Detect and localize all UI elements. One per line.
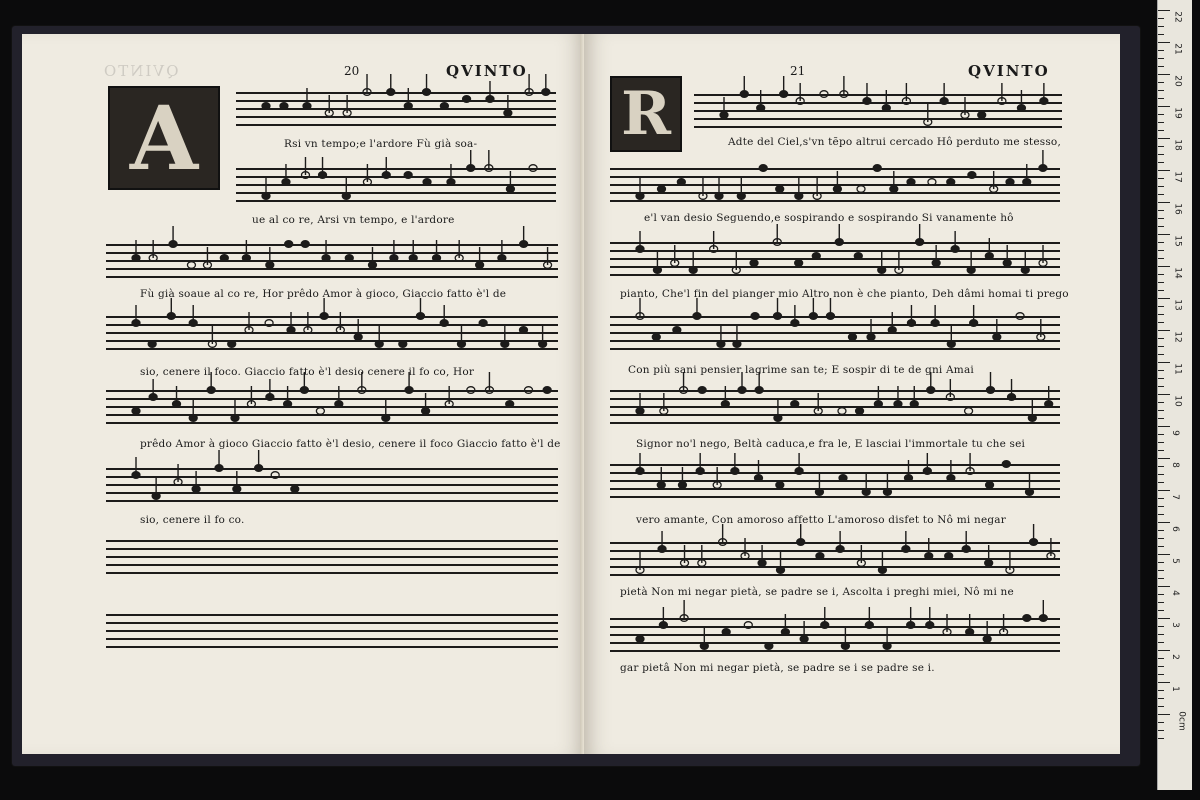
ruler-minor-tick: [1158, 322, 1164, 323]
ruler-minor-tick: [1158, 610, 1164, 611]
ruler-number: 2: [1169, 654, 1180, 660]
note-head: [345, 255, 353, 262]
note-head: [1016, 313, 1024, 320]
note-head: [187, 262, 195, 269]
note-head: [873, 165, 881, 172]
ruler-minor-tick: [1158, 346, 1164, 347]
ruler-number: 8: [1169, 462, 1180, 468]
page-header-right: QVINTO: [968, 62, 1050, 80]
ruler-minor-tick: [1158, 626, 1164, 627]
ruler-minor-tick: [1158, 602, 1164, 603]
ruler-tick: [1158, 394, 1170, 395]
initial-letter: A: [129, 86, 199, 190]
ruler-number: 7: [1169, 494, 1180, 500]
ruler-minor-tick: [1158, 578, 1164, 579]
ruler-minor-tick: [1158, 666, 1164, 667]
ruler-minor-tick: [1158, 34, 1164, 35]
ruler-minor-tick: [1158, 386, 1164, 387]
ruler-minor-tick: [1158, 562, 1164, 563]
measurement-ruler: [1157, 0, 1192, 790]
note-head: [820, 91, 828, 98]
lyric-line-r1: Adte del Ciel,s'vn tẽpo altrui cercado Hô perduto me stesso,: [728, 136, 1061, 148]
ruler-minor-tick: [1158, 82, 1164, 83]
note-head: [1023, 615, 1031, 622]
note-head: [506, 401, 514, 408]
lyric-line-r3: pianto, Che'l fin del pianger mio Altro non è che pianto, Deh dâmi homai ti prego: [620, 288, 1069, 300]
ruler-minor-tick: [1158, 730, 1164, 731]
ruler-number: 14: [1172, 267, 1183, 279]
lyric-line-r4: Con più sani pensier lagrime san te; E sospir di te de gni Amai: [628, 364, 974, 376]
note-head: [525, 387, 533, 394]
ruler-minor-tick: [1158, 50, 1164, 51]
ruler-minor-tick: [1158, 538, 1164, 539]
note-head: [928, 179, 936, 186]
ruler-number: 5: [1169, 558, 1180, 564]
lyric-line-2: ue al co re, Arsi vn tempo, e l'ardore: [252, 214, 455, 226]
note-head: [857, 186, 865, 193]
note-head: [791, 401, 799, 408]
note-head: [776, 186, 784, 193]
note-head: [751, 313, 759, 320]
ruler-tick: [1158, 10, 1170, 11]
ruler-minor-tick: [1158, 706, 1164, 707]
ruler-minor-tick: [1158, 226, 1164, 227]
ruler-tick: [1158, 426, 1170, 427]
initial-letter-r: R: [621, 79, 671, 149]
note-head: [220, 255, 228, 262]
ruler-tick: [1158, 586, 1170, 587]
note-head: [776, 482, 784, 489]
ruler-minor-tick: [1158, 466, 1164, 467]
ruler-minor-tick: [1158, 130, 1164, 131]
ruler-number: 20: [1172, 75, 1183, 87]
lyric-line-6: sio, cenere il fo co.: [140, 514, 245, 526]
right-page: [584, 34, 1120, 754]
ruler-number: 9: [1169, 430, 1180, 436]
ruler-minor-tick: [1158, 218, 1164, 219]
ruler-minor-tick: [1158, 370, 1164, 371]
note-head: [750, 260, 758, 267]
notes-left: [22, 34, 584, 754]
ruler-minor-tick: [1158, 290, 1164, 291]
ruler-minor-tick: [1158, 634, 1164, 635]
lyric-line-3: Fù già soaue al co re, Hor prêdo Amor à gioco, Giaccio fatto è'l de: [140, 288, 507, 300]
note-head: [795, 260, 803, 267]
note-head: [265, 320, 273, 327]
ruler-minor-tick: [1158, 194, 1164, 195]
ruler-minor-tick: [1158, 570, 1164, 571]
note-head: [965, 408, 973, 415]
ruler-tick: [1158, 522, 1170, 523]
ruler-tick: [1158, 362, 1170, 363]
lyric-line-r8: gar pietâ Non mi negar pietà, se padre se i se padre se i.: [620, 662, 935, 674]
ruler-minor-tick: [1158, 658, 1164, 659]
ruler-minor-tick: [1158, 434, 1164, 435]
ruler-minor-tick: [1158, 90, 1164, 91]
ruler-minor-tick: [1158, 402, 1164, 403]
ruler-minor-tick: [1158, 338, 1164, 339]
note-head: [316, 408, 324, 415]
note-head: [463, 96, 471, 103]
left-page: [22, 34, 584, 754]
ruler-tick: [1158, 42, 1170, 43]
ruler-minor-tick: [1158, 698, 1164, 699]
note-head: [519, 327, 527, 334]
note-head: [907, 179, 915, 186]
ruler-minor-tick: [1158, 690, 1164, 691]
ruler-minor-tick: [1158, 178, 1164, 179]
note-head: [848, 334, 856, 341]
ruler-minor-tick: [1158, 114, 1164, 115]
note-head: [271, 472, 279, 479]
ruler-minor-tick: [1158, 210, 1164, 211]
note-head: [148, 341, 156, 348]
note-head: [440, 103, 448, 110]
ruler-number: 16: [1172, 203, 1183, 215]
note-head: [291, 486, 299, 493]
ruler-minor-tick: [1158, 282, 1164, 283]
ruler-minor-tick: [1158, 530, 1164, 531]
lyric-line-r2: e'l van desio Seguendo,e sospirando e sospirando Si vanamente hô: [644, 212, 1014, 224]
ruler-minor-tick: [1158, 450, 1164, 451]
ruler-number: 19: [1172, 107, 1183, 119]
note-head: [285, 241, 293, 248]
ruler-minor-tick: [1158, 354, 1164, 355]
ruler-minor-tick: [1158, 18, 1164, 19]
ghost-header: QVINTO: [102, 62, 179, 80]
ruler-minor-tick: [1158, 378, 1164, 379]
ruler-tick: [1158, 138, 1170, 139]
lyric-line-r5: Signor no'l nego, Beltà caduca,e fra le, E lasciai l'immortale tu che sei: [636, 438, 1026, 450]
ruler-tick: [1158, 106, 1170, 107]
note-head: [677, 179, 685, 186]
ruler-minor-tick: [1158, 58, 1164, 59]
ruler-minor-tick: [1158, 186, 1164, 187]
note-head: [280, 103, 288, 110]
ruler-minor-tick: [1158, 506, 1164, 507]
lyric-line-r6: vero amante, Con amoroso affetto L'amoroso disfet to Nô mi negar: [636, 514, 1006, 526]
note-head: [856, 408, 864, 415]
note-head: [854, 253, 862, 260]
ruler-minor-tick: [1158, 66, 1164, 67]
lyric-line-r7: pietà Non mi negar pietà, se padre se i, Ascolta i preghi miei, Nô mi ne: [620, 586, 1014, 598]
note-head: [812, 253, 820, 260]
page-number-right: 21: [790, 64, 806, 78]
note-head: [722, 629, 730, 636]
ruler-tick: [1158, 330, 1170, 331]
ruler-tick: [1158, 234, 1170, 235]
note-head: [657, 186, 665, 193]
ruler-minor-tick: [1158, 274, 1164, 275]
ruler-tick: [1158, 74, 1170, 75]
ruler-minor-tick: [1158, 674, 1164, 675]
ruler-minor-tick: [1158, 442, 1164, 443]
ruler-number: 11: [1172, 363, 1183, 375]
note-head: [301, 241, 309, 248]
ruler-minor-tick: [1158, 722, 1164, 723]
ruler-minor-tick: [1158, 146, 1164, 147]
ruler-minor-tick: [1158, 26, 1164, 27]
lyric-line-1: Rsi vn tempo;e l'ardore Fù già soa-: [284, 138, 478, 150]
ruler-number: 18: [1172, 139, 1183, 151]
note-head: [673, 327, 681, 334]
page-header-left: QVINTO: [446, 62, 528, 80]
ruler-tick: [1158, 618, 1170, 619]
note-head: [423, 179, 431, 186]
note-head: [479, 320, 487, 327]
note-head: [1006, 179, 1014, 186]
page-number-left: 20: [344, 64, 360, 78]
note-head: [968, 172, 976, 179]
ruler-minor-tick: [1158, 594, 1164, 595]
ruler-number: 4: [1169, 590, 1180, 596]
ruler-minor-tick: [1158, 314, 1164, 315]
ruler-minor-tick: [1158, 474, 1164, 475]
note-head: [228, 341, 236, 348]
note-head: [816, 553, 824, 560]
ruler-tick: [1158, 682, 1170, 683]
ruler-minor-tick: [1158, 642, 1164, 643]
note-head: [838, 408, 846, 415]
note-head: [1002, 461, 1010, 468]
ruler-minor-tick: [1158, 242, 1164, 243]
note-head: [132, 408, 140, 415]
note-head: [765, 643, 773, 650]
ruler-minor-tick: [1158, 122, 1164, 123]
ruler-number: 10: [1172, 395, 1183, 407]
note-head: [636, 636, 644, 643]
ruler-minor-tick: [1158, 546, 1164, 547]
note-head: [947, 179, 955, 186]
ruler-number: 15: [1172, 235, 1183, 247]
ruler-number: 13: [1172, 299, 1183, 311]
note-head: [839, 475, 847, 482]
note-head: [467, 387, 475, 394]
ruler-minor-tick: [1158, 306, 1164, 307]
ruler-minor-tick: [1158, 514, 1164, 515]
ruler-tick: [1158, 458, 1170, 459]
note-head: [399, 341, 407, 348]
note-head: [978, 112, 986, 119]
ruler-number: 12: [1172, 331, 1183, 343]
note-head: [529, 165, 537, 172]
ruler-minor-tick: [1158, 162, 1164, 163]
ruler-tick: [1158, 202, 1170, 203]
lyric-line-4: sio, cenere il foco. Giaccio fatto è'l desio cenere il fo co, Hor: [140, 366, 475, 378]
note-head: [652, 334, 660, 341]
ruler-minor-tick: [1158, 250, 1164, 251]
note-head: [945, 553, 953, 560]
notes-right: [584, 34, 1120, 754]
ruler-tick: [1158, 298, 1170, 299]
note-head: [744, 622, 752, 629]
ruler-tick: [1158, 714, 1170, 715]
ruler-number: 0cm: [1176, 711, 1187, 731]
ruler-number: 17: [1172, 171, 1183, 183]
ruler-tick: [1158, 490, 1170, 491]
ruler-minor-tick: [1158, 418, 1164, 419]
ruler-number: 3: [1169, 622, 1180, 628]
ruler-number: 22: [1172, 11, 1183, 23]
ruler-minor-tick: [1158, 410, 1164, 411]
ruler-tick: [1158, 650, 1170, 651]
ruler-number: 21: [1172, 43, 1183, 55]
ruler-minor-tick: [1158, 98, 1164, 99]
ruler-number: 6: [1169, 526, 1180, 532]
note-head: [404, 172, 412, 179]
ruler-minor-tick: [1158, 482, 1164, 483]
ruler-number: 1: [1169, 686, 1180, 692]
ruler-minor-tick: [1158, 154, 1164, 155]
ruler-tick: [1158, 554, 1170, 555]
lyric-line-5: prêdo Amor à gioco Giaccio fatto è'l desio, cenere il foco Giaccio fatto è'l de: [140, 438, 561, 450]
ruler-tick: [1158, 266, 1170, 267]
note-head: [986, 482, 994, 489]
note-head: [262, 103, 270, 110]
ruler-minor-tick: [1158, 498, 1164, 499]
note-head: [543, 387, 551, 394]
ruler-tick: [1158, 170, 1170, 171]
ruler-minor-tick: [1158, 258, 1164, 259]
note-head: [698, 387, 706, 394]
note-head: [759, 165, 767, 172]
ruler-minor-tick: [1158, 738, 1164, 739]
